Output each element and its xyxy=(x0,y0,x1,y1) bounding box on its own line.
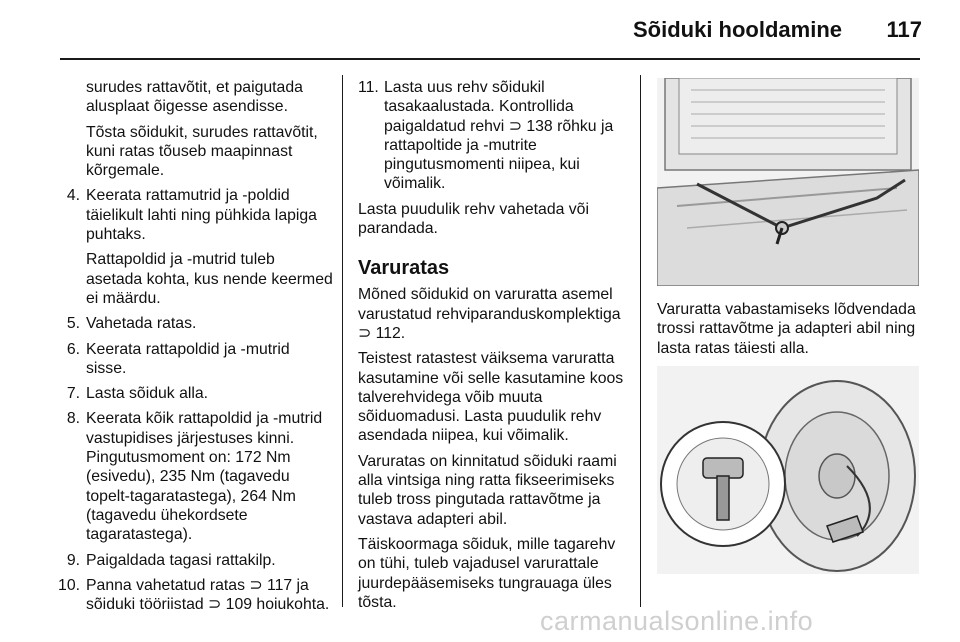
list-number: 4. xyxy=(66,187,80,205)
list-item xyxy=(44,409,334,544)
watermark: carmanualsonline.info xyxy=(540,606,814,636)
caption-text: Varuratta vabastamiseks lõdvendada trossi rattavõtme ja adapteri abil ning lasta ratas täiesti alla. xyxy=(657,301,916,357)
paragraph: Mõned sõidukid on varuratta asemel varustatud rehviparanduskomplektiga ⊃ 112. xyxy=(358,286,621,342)
list-item xyxy=(44,186,334,244)
list-number: 11. xyxy=(358,79,379,96)
list-number: 5. xyxy=(66,315,80,333)
list-text: Paigaldada tagasi rattakilp. xyxy=(86,551,276,569)
column-2 xyxy=(358,78,626,618)
paragraph: Teistest ratastest väiksema varuratta kasutamine või selle kasutamine koos talverehvidega võib muuta sõiduomadusi. Lasta puudulik rehv asendada niipea, kui võimalik. xyxy=(358,350,624,445)
list-number: 9. xyxy=(66,551,80,569)
list-text: Panna vahetatud ratas ⊃ 117 ja sõiduki tööriistad ⊃ 109 hoiukohta. xyxy=(86,576,330,614)
page-number: 117 xyxy=(886,17,922,42)
list-text: Keerata kõik rattapoldid ja -mutrid vastupidises järjestuses kinni. Pingutusmoment on: 172 Nm (esivedu), 235 Nm (tagavedu topelt-tagaratastega), 264 Nm (tagavedu ühekordsete tagaratastega). xyxy=(86,410,323,544)
list-text: Keerata rattamutrid ja -poldid täielikult lahti ning pühkida lapiga puhtaks. xyxy=(86,187,317,244)
column-1 xyxy=(44,78,334,620)
list-item xyxy=(358,78,626,194)
paragraph: Varuratas on kinnitatud sõiduki raami alla vintsiga ning ratta fikseerimiseks tuleb tross pingutada rattavõtme ja vastava adapteri abil. xyxy=(358,452,617,528)
figure-caption xyxy=(657,300,925,364)
paragraph: Tõsta sõidukit, surudes rattavõtit, kuni ratas tõuseb maapinnast kõrgemale. xyxy=(86,123,318,180)
list-text: Keerata rattapoldid ja -mutrid sisse. xyxy=(86,340,290,377)
column-divider xyxy=(640,75,641,607)
paragraph: Täiskoormaga sõiduk, mille tagarehv on tühi, tuleb vajadusel varurattale juurdepääsemiseks tungrauaga üles tõsta. xyxy=(358,535,616,611)
list-item xyxy=(44,576,334,615)
spare-wheel-winch-illustration xyxy=(657,78,919,286)
list-text: Lasta sõiduk alla. xyxy=(86,385,209,403)
list-item xyxy=(44,384,334,403)
list-text: Lasta uus rehv sõidukil tasakaalustada. Kontrollida paigaldatud rehvi ⊃ 138 rõhku ja rattapoltide ja -mutrite pingutusmomenti niipea, kui võimalik. xyxy=(384,79,614,193)
paragraph: Lasta puudulik rehv vahetada või parandada. xyxy=(358,200,589,238)
paragraph: Rattapoldid ja -mutrid tuleb asetada kohta, kus nende keermed ei määrdu. xyxy=(86,251,333,307)
list-item xyxy=(44,314,334,333)
page-header xyxy=(0,0,960,62)
list-number: 10. xyxy=(58,576,80,594)
chapter-title: Sõiduki hooldamine xyxy=(632,17,842,42)
list-item xyxy=(44,340,334,379)
spare-wheel-adapter-illustration xyxy=(657,366,919,574)
paragraph: surudes rattavõtit, et paigutada alusplaat õigesse asendisse. xyxy=(86,79,303,116)
list-text: Vahetada ratas. xyxy=(86,315,197,333)
list-number: 8. xyxy=(66,410,80,428)
list-number: 6. xyxy=(66,340,80,358)
list-number: 7. xyxy=(66,385,80,403)
header-divider xyxy=(60,58,920,60)
section-heading: Varuratas xyxy=(358,257,450,280)
column-divider xyxy=(342,75,343,607)
list-item xyxy=(44,551,334,570)
